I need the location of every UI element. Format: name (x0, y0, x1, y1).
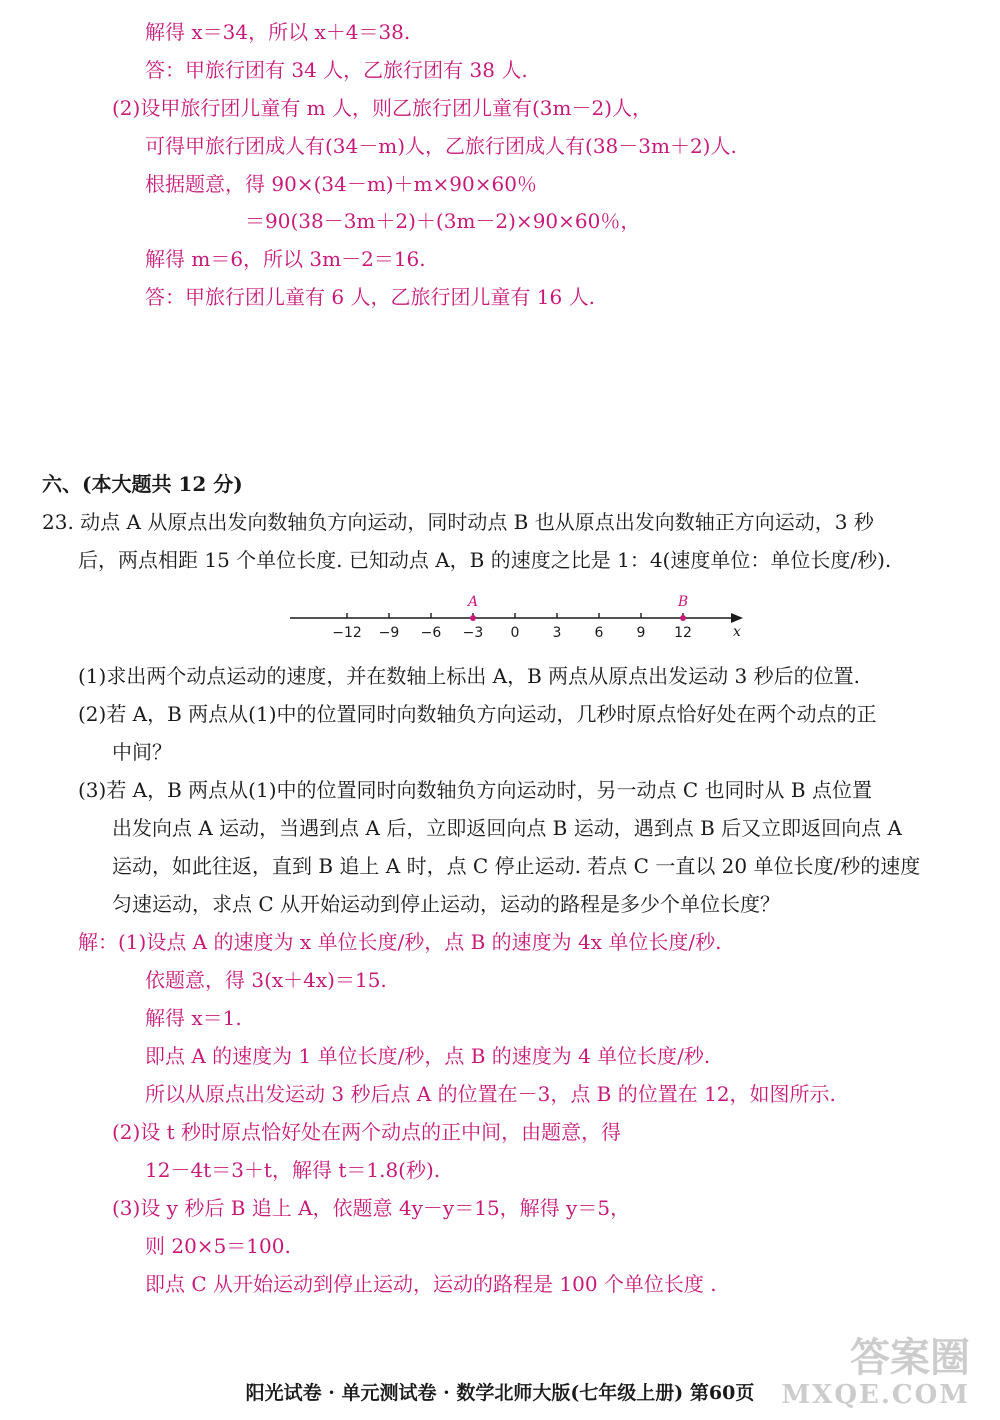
solution-line: 所以从原点出发运动 3 秒后点 A 的位置在－3，点 B 的位置在 12，如图所示. (145, 1082, 836, 1106)
solution-line: (3)设 y 秒后 B 追上 A，依题意 4y－y＝15，解得 y＝5， (112, 1196, 631, 1220)
point-a-marker (470, 615, 476, 621)
question-2-cont: 中间？ (112, 740, 172, 764)
problem-text: 后，两点相距 15 个单位长度. 已知动点 A，B 的速度之比是 1：4(速度单位：单位长度/秒). (78, 548, 892, 572)
solution-line: 解得 x＝1. (145, 1006, 242, 1030)
point-a-label: A (467, 594, 479, 610)
solution-line: 12－4t＝3＋t，解得 t＝1.8(秒). (145, 1158, 441, 1182)
axis-label: x (733, 624, 741, 640)
solution-line: 答：甲旅行团有 34 人，乙旅行团有 38 人. (145, 58, 528, 82)
solution-line: 依题意，得 3(x＋4x)＝15. (145, 968, 387, 992)
number-line-figure (285, 592, 755, 642)
tick-label: −12 (332, 625, 362, 641)
problem-text: 23. 动点 A 从原点出发向数轴负方向运动，同时动点 B 也从原点出发向数轴正方向运动，3 秒 (42, 510, 874, 534)
solution-line: (2)设 t 秒时原点恰好处在两个动点的正中间，由题意，得 (112, 1120, 622, 1144)
solution-line: ＝90(38－3m＋2)＋(3m－2)×90×60％， (245, 209, 641, 233)
tick-label: −3 (462, 625, 484, 641)
question-1: (1)求出两个动点运动的速度，并在数轴上标出 A，B 两点从原点出发运动 3 秒后的位置. (78, 664, 860, 688)
question-3-cont: 运动，如此往返，直到 B 追上 A 时，点 C 停止运动. 若点 C 一直以 20 单位长度/秒的速度 (112, 854, 921, 878)
watermark-logo (781, 1336, 970, 1410)
solution-line: 根据题意，得 90×(34－m)＋m×90×60％ (145, 172, 537, 196)
solution-line: 答：甲旅行团儿童有 6 人，乙旅行团儿童有 16 人. (145, 285, 595, 309)
axis-arrow-icon (731, 613, 743, 623)
question-2: (2)若 A，B 两点从(1)中的位置同时向数轴负方向运动，几秒时原点恰好处在两个动点的正 (78, 702, 877, 726)
tick-label: 6 (594, 625, 604, 641)
tick-label: 0 (510, 625, 520, 641)
tick-label: 9 (636, 625, 646, 641)
section-heading: 六、(本大题共 12 分) (42, 472, 243, 496)
solution-line: 解得 m＝6，所以 3m－2＝16. (145, 247, 426, 271)
question-3-cont: 出发向点 A 运动，当遇到点 A 后，立即返回向点 B 运动，遇到点 B 后又立即返回向点 A (112, 816, 902, 840)
solution-line: 即点 C 从开始运动到停止运动，运动的路程是 100 个单位长度 . (145, 1272, 717, 1296)
question-3: (3)若 A，B 两点从(1)中的位置同时向数轴负方向运动时，另一动点 C 也同时从 B 点位置 (78, 778, 872, 802)
watermark-title: 答案圈 (850, 1334, 970, 1381)
solution-line: 解：(1)设点 A 的速度为 x 单位长度/秒，点 B 的速度为 4x 单位长度/秒. (78, 930, 722, 954)
tick-label: 12 (674, 625, 692, 641)
watermark-url: MXQE.COM (781, 1380, 970, 1410)
solution-line: 解得 x＝34，所以 x＋4＝38. (145, 20, 411, 44)
solution-line: 可得甲旅行团成人有(34－m)人，乙旅行团成人有(38－3m＋2)人. (145, 134, 737, 158)
tick-label: −9 (378, 625, 400, 641)
solution-line: (2)设甲旅行团儿童有 m 人，则乙旅行团儿童有(3m－2)人， (112, 96, 653, 120)
tick-label: −6 (420, 625, 442, 641)
question-3-cont: 匀速运动，求点 C 从开始运动到停止运动，运动的路程是多少个单位长度？ (112, 892, 781, 916)
solution-line: 即点 A 的速度为 1 单位长度/秒，点 B 的速度为 4 单位长度/秒. (145, 1044, 711, 1068)
page-footer: 阳光试卷 · 单元测试卷 · 数学北师大版(七年级上册) 第60页 (245, 1382, 755, 1404)
solution-line: 则 20×5＝100. (145, 1234, 291, 1258)
point-b-label: B (677, 594, 689, 610)
point-b-marker (680, 615, 686, 621)
tick-label: 3 (552, 625, 562, 641)
